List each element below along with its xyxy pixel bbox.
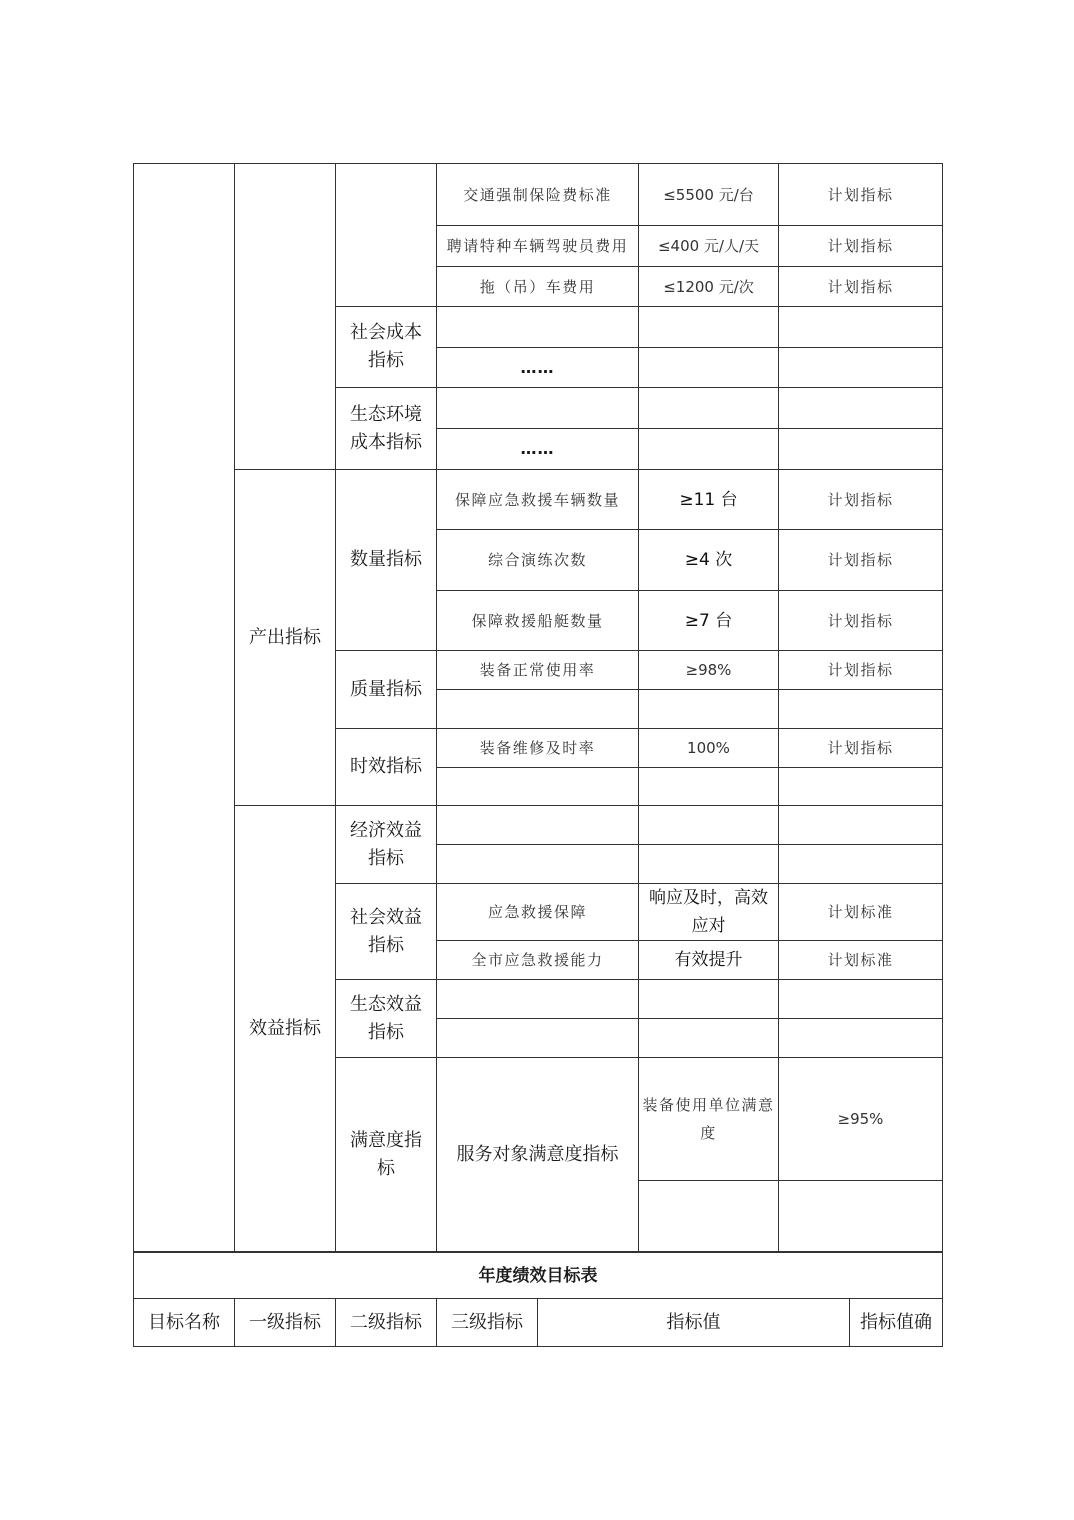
empty-cell [779, 348, 943, 388]
empty-cell [639, 1019, 779, 1058]
annual-target-table [133, 1252, 943, 1347]
header-level1: 一级指标 [235, 1299, 336, 1347]
empty-cell [437, 980, 639, 1019]
empty-cell [779, 690, 943, 729]
quality-label: 质量指标 [336, 651, 437, 729]
eco-benefit-label: 生态效益指标 [336, 980, 437, 1058]
output-label: 产出指标 [235, 470, 336, 806]
indicator-value: ≤400 元/人/天 [639, 226, 779, 267]
empty-cell [437, 388, 639, 429]
indicator-value: ≥7 台 [639, 591, 779, 651]
empty-cell [639, 690, 779, 729]
social-cost-label: 社会成本指标 [336, 307, 437, 388]
indicator-type: 计划指标 [779, 164, 943, 226]
indicator-name: 保障应急救援车辆数量 [437, 470, 639, 530]
header-level2: 二级指标 [336, 1299, 437, 1347]
empty-cell [639, 348, 779, 388]
indicator-value: ≤1200 元/次 [639, 267, 779, 307]
empty-cell [779, 768, 943, 806]
indicator-name: 保障救援船艇数量 [437, 591, 639, 651]
indicator-name: 装备维修及时率 [437, 729, 639, 768]
indicator-type: 计划指标 [779, 267, 943, 307]
indicator-value: ≥95% [779, 1058, 943, 1181]
indicator-value: 响应及时，高效应对 [639, 884, 779, 941]
empty-cell [639, 388, 779, 429]
indicator-type: 计划标准 [779, 884, 943, 941]
indicator-name: 综合演练次数 [437, 530, 639, 591]
indicator-type: 计划指标 [779, 226, 943, 267]
indicator-type: 计划指标 [779, 591, 943, 651]
indicator-name: 全市应急救援能力 [437, 941, 639, 980]
indicator-type: 计划指标 [779, 729, 943, 768]
indicator-name: 装备正常使用率 [437, 651, 639, 690]
indicator-value: ≥4 次 [639, 530, 779, 591]
social-benefit-label: 社会效益指标 [336, 884, 437, 980]
indicator-type: 计划指标 [779, 470, 943, 530]
indicator-type: 计划指标 [779, 530, 943, 591]
header-level3: 三级指标 [437, 1299, 538, 1347]
empty-cell [437, 768, 639, 806]
indicator-type: 计划指标 [779, 651, 943, 690]
indicator-type: 计划标准 [779, 941, 943, 980]
empty-cell [639, 980, 779, 1019]
empty-cell [437, 690, 639, 729]
empty-cell [639, 1181, 779, 1252]
empty-cell [639, 307, 779, 348]
empty-cell [639, 768, 779, 806]
empty-cell [639, 806, 779, 845]
header-target-name: 目标名称 [134, 1299, 235, 1347]
service-satisfaction-label: 服务对象满意度指标 [437, 1058, 639, 1252]
indicator-value: 有效提升 [639, 941, 779, 980]
empty-cell [437, 1019, 639, 1058]
indicator-value: ≤5500 元/台 [639, 164, 779, 226]
satisfaction-label: 满意度指标 [336, 1058, 437, 1252]
economic-benefit-label: 经济效益指标 [336, 806, 437, 884]
empty-cell [779, 1181, 943, 1252]
empty-cell [639, 429, 779, 470]
indicator-name: 聘请特种车辆驾驶员费用 [437, 226, 639, 267]
header-indicator-value: 指标值 [538, 1299, 850, 1347]
empty-cell [437, 845, 639, 884]
indicator-value: ≥11 台 [639, 470, 779, 530]
indicator-value: ≥98% [639, 651, 779, 690]
eco-cost-label: 生态环境成本指标 [336, 388, 437, 470]
header-value-confirm: 指标值确 [850, 1299, 943, 1347]
empty-cell [437, 307, 639, 348]
empty-cell [639, 845, 779, 884]
quantity-label: 数量指标 [336, 470, 437, 651]
ellipsis: …… [437, 348, 639, 388]
benefit-label: 效益指标 [235, 806, 336, 1252]
indicator-name: 装备使用单位满意度 [639, 1058, 779, 1181]
annual-table-title: 年度绩效目标表 [134, 1253, 943, 1299]
ellipsis: …… [437, 429, 639, 470]
empty-cell [779, 845, 943, 884]
empty-cell [779, 980, 943, 1019]
empty-cell [779, 1019, 943, 1058]
performance-table [133, 163, 943, 1252]
cost-level1-cell [235, 164, 336, 470]
timeliness-label: 时效指标 [336, 729, 437, 806]
empty-cell [437, 806, 639, 845]
indicator-value: 100% [639, 729, 779, 768]
empty-cell [779, 806, 943, 845]
empty-cell [779, 429, 943, 470]
empty-cell [779, 307, 943, 348]
target-name-cell [134, 164, 235, 1252]
cost-level2-cell [336, 164, 437, 307]
empty-cell [779, 388, 943, 429]
indicator-name: 拖（吊）车费用 [437, 267, 639, 307]
indicator-name: 交通强制保险费标准 [437, 164, 639, 226]
indicator-name: 应急救援保障 [437, 884, 639, 941]
